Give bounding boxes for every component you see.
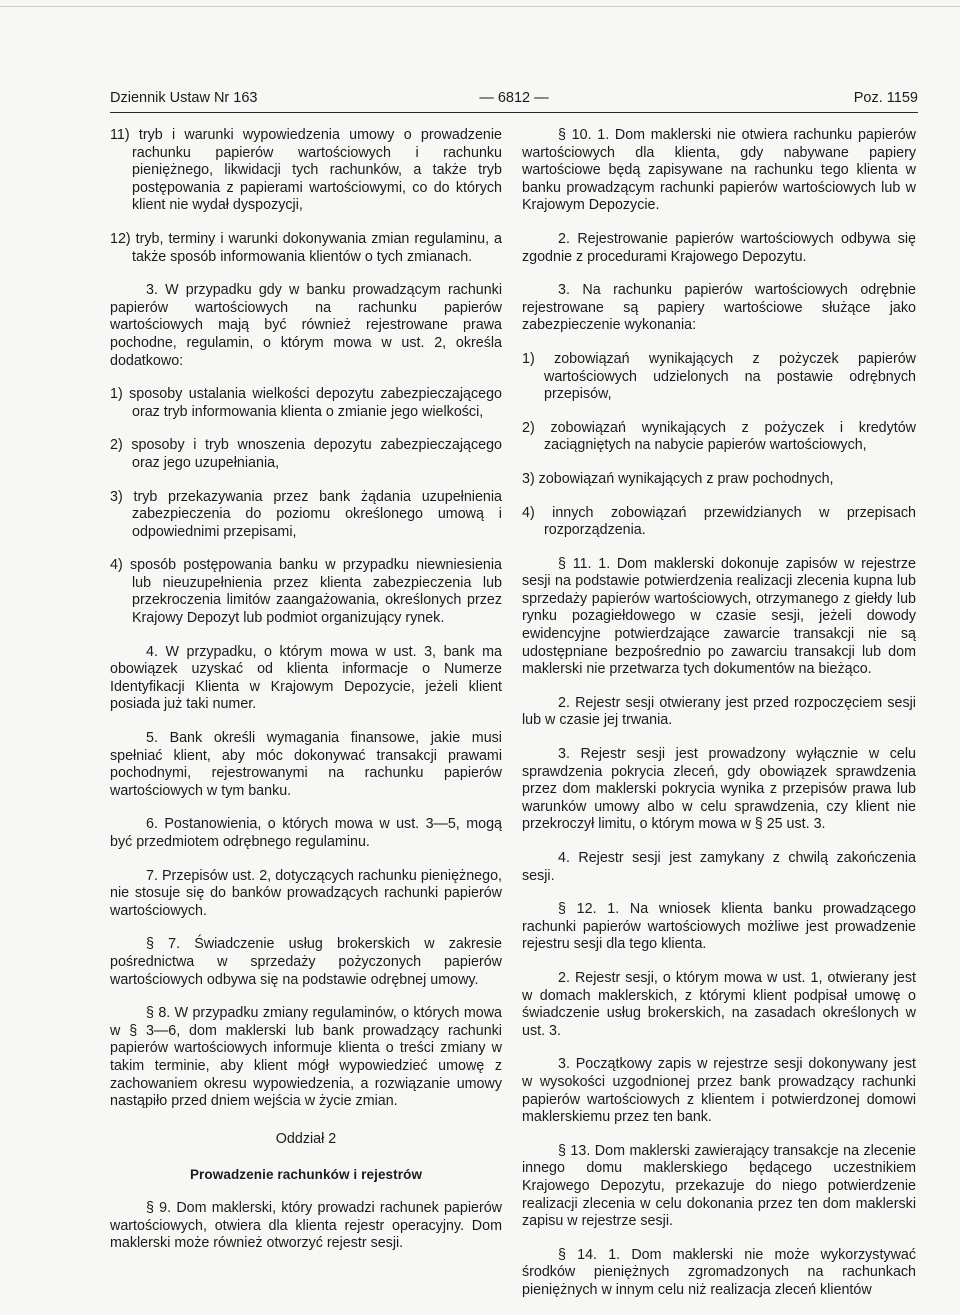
- paragraph: 2. Rejestr sesji otwierany jest przed rozpoczęciem sesji lub w czasie jej trwania.: [522, 694, 916, 729]
- list-item: 4) sposób postępowania banku w przypadku niewniesienia lub nieuzupełnienia przez klienta zabezpieczenia lub przekroczenia limitów zaangażowania, określonych przez Krajowy Depozyt lub podmiot organizujący rynek.: [110, 557, 502, 627]
- list-item: 11) tryb i warunki wypowiedzenia umowy o prowadzenie rachunku papierów wartościowych i rachunku pieniężnego, likwidacji tych rachunków, a także tryb postępowania z papierami wartościowymi, co do których klient nie wydał dyspozycji,: [110, 127, 502, 214]
- paragraph: § 14. 1. Dom maklerski nie może wykorzystywać środków pieniężnych zgromadzonych na rachunkach pieniężnych w innym celu niż realizacja zleceń klientów: [522, 1246, 916, 1298]
- paragraph: 5. Bank określi wymagania finansowe, jakie musi spełniać klient, aby móc dokonywać transakcji prawami pochodnymi, rejestrowanymi na rachunku papierów wartościowych w tym banku.: [110, 730, 502, 799]
- list-item: 2) zobowiązań wynikających z pożyczek i kredytów zaciągniętych na nabycie papierów wartościowych,: [522, 419, 916, 454]
- paragraph: 6. Postanowienia, o których mowa w ust. 3—5, mogą być przedmiotem odrębnego regulaminu.: [110, 816, 502, 850]
- list-item: 3) tryb przekazywania przez bank żądania uzupełnienia zabezpieczenia do poziomu określonego umową i odpowiednimi przepisami,: [110, 488, 502, 540]
- list-item: 12) tryb, terminy i warunki dokonywania zmian regulaminu, a także sposób informowania klientów o tych zmianach.: [110, 230, 502, 265]
- position-number: Poz. 1159: [853, 90, 918, 106]
- paragraph: 3. Początkowy zapis w rejestrze sesji dokonywany jest w wysokości uzgodnionej przez bank prowadzący rachunki papierów wartościowych z klientem i potwierdzonej domowi maklerskiemu przez ten bank.: [522, 1056, 916, 1126]
- paragraph: 4. W przypadku, o którym mowa w ust. 3, bank ma obowiązek uzyskać od klienta informacje o Numerze Identyfikacji Klienta w Krajowym Depozycie, jeżeli klient posiada już taki numer.: [110, 643, 502, 713]
- paragraph: § 11. 1. Dom maklerski dokonuje zapisów w rejestrze sesji na podstawie potwierdzenia realizacji zlecenia kupna lub sprzedaży papierów wartościowych, otrzymanego z giełdy lub rynku pozagiełdowego w czasie sesji, jeżeli dowody ewidencyjne potwierdzające zawarcie transakcji nie są udostępniane bezpośrednio po zawarciu transakcji lub dom maklerski nie przetwarza tych dokumentów na bieżąco.: [522, 555, 916, 678]
- journal-title: Dziennik Ustaw Nr 163: [110, 90, 258, 106]
- paragraph: § 8. W przypadku zmiany regulaminów, o których mowa w § 3—6, dom maklerski lub bank prowadzący rachunki papierów wartościowych informuje klienta o treści zmiany w takim terminie, aby klient mógł wypowiedzieć umowę z zachowaniem okresu wypowiedzenia, a rozwiązanie umowy nastąpiło przed dniem wejścia w życie zmian.: [110, 1005, 502, 1110]
- header-rule: [110, 112, 918, 113]
- list-item: 1) sposoby ustalania wielkości depozytu zabezpieczającego oraz tryb informowania klienta o zmianie jego wielkości,: [110, 386, 502, 420]
- page-header: [110, 90, 918, 112]
- list-item: 1) zobowiązań wynikających z pożyczek papierów wartościowych udzielonych na postawie odrębnych przepisów,: [522, 350, 916, 403]
- paragraph: 3. Na rachunku papierów wartościowych odrębnie rejestrowane są papiery wartościowe służące jako zabezpieczenie wykonania:: [522, 282, 916, 334]
- top-edge-line: [0, 6, 960, 7]
- left-column: [110, 127, 502, 1269]
- list-item: 4) innych zobowiązań przewidzianych w przepisach rozporządzenia.: [522, 504, 916, 539]
- list-item: 2) sposoby i tryb wnoszenia depozytu zabezpieczającego oraz jego uzupełniania,: [110, 437, 502, 471]
- paragraph: § 7. Świadczenie usług brokerskich w zakresie pośrednictwa w sprzedaży pożyczonych papierów wartościowych odbywa się na podstawie odrębnej umowy.: [110, 936, 502, 988]
- paragraph: 3. Rejestr sesji jest prowadzony wyłącznie w celu sprawdzenia pokrycia zleceń, gdy obowiązek sprawdzenia przez dom maklerski pokrycia wynika z przepisów prawa lub warunków umowy albo w celu sprawdzenia, czy klient nie przekroczył limitu, o którym mowa w § 25 ust. 3.: [522, 746, 916, 833]
- paragraph: 2. Rejestrowanie papierów wartościowych odbywa się zgodnie z procedurami Krajowego Depozytu.: [522, 230, 916, 265]
- paragraph: § 12. 1. Na wniosek klienta banku prowadzącego rachunki papierów wartościowych możliwe jest prowadzenie rejestru sesji dla tego klienta.: [522, 901, 916, 953]
- paragraph: § 13. Dom maklerski zawierający transakcje na zlecenie innego domu maklerskiego będącego uczestnikiem Krajowego Depozytu, przekazuje do niego potwierdzenie realizacji zlecenia w celu dokonania przez ten dom maklerski zapisu w rejestrze sesji.: [522, 1142, 916, 1230]
- paragraph: § 10. 1. Dom maklerski nie otwiera rachunku papierów wartościowych dla klienta, gdy nabywane papiery wartościowe będą zapisywane na rachunku tego klienta w banku prowadzącym rachunki papierów wartościowych lub w Krajowym Depozycie.: [522, 127, 916, 214]
- paragraph: § 9. Dom maklerski, który prowadzi rachunek papierów wartościowych, otwiera dla klienta rejestr operacyjny. Dom maklerski może również otworzyć rejestr sesji.: [110, 1199, 502, 1252]
- paragraph: 7. Przepisów ust. 2, dotyczących rachunku pieniężnego, nie stosuje się do banków prowadzących rachunki papierów wartościowych.: [110, 867, 502, 919]
- right-column: [522, 127, 916, 1315]
- section-subheading: Prowadzenie rachunków i rejestrów: [189, 1167, 423, 1183]
- list-item: 3) zobowiązań wynikających z praw pochodnych,: [522, 470, 834, 487]
- page-number: — 6812 —: [479, 90, 549, 106]
- paragraph: 3. W przypadku gdy w banku prowadzącym rachunki papierów wartościowych na rachunku papierów wartościowych mają być również rejestrowane prawa pochodne, regulamin, o którym mowa w ust. 2, określa dodatkowo:: [110, 282, 502, 369]
- section-heading: Oddział 2: [275, 1130, 337, 1147]
- paragraph: 4. Rejestr sesji jest zamykany z chwilą zakończenia sesji.: [522, 850, 916, 884]
- paragraph: 2. Rejestr sesji, o którym mowa w ust. 1, otwierany jest w domach maklerskich, z którymi klient podpisał umowę o świadczenie usług brokerskich, na zasadach określonych w ust. 3.: [522, 969, 916, 1039]
